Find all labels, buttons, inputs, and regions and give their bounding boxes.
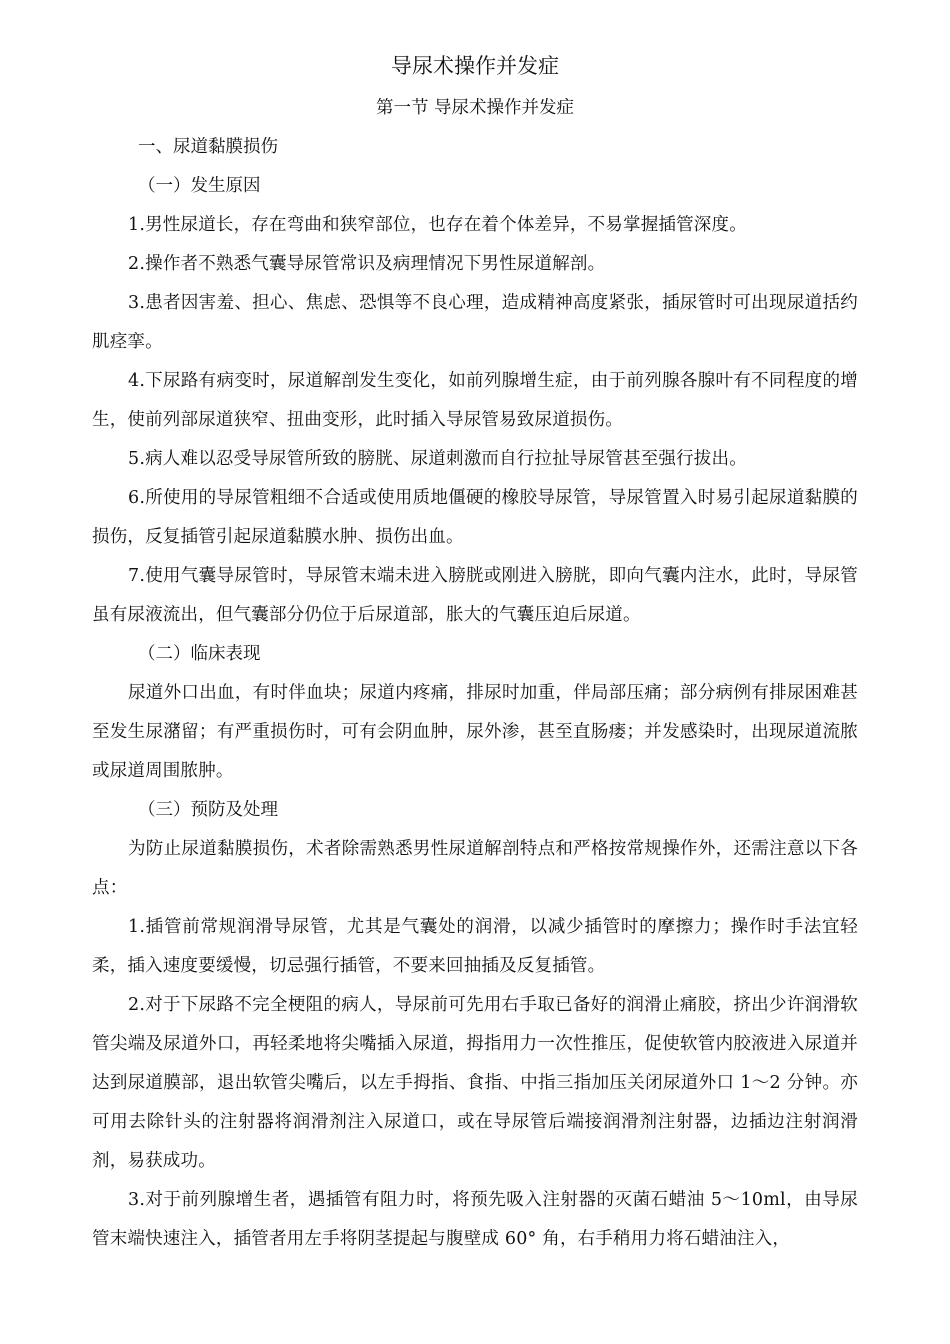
cause-paragraph: 2.操作者不熟悉气囊导尿管常识及病理情况下男性尿道解剖。 bbox=[128, 254, 606, 274]
cause-paragraph: 1.男性尿道长，存在弯曲和狭窄部位，也存在着个体差异，不易掌握插管深度。 bbox=[128, 215, 747, 235]
heading-urethral-injury: 一、尿道黏膜损伤 bbox=[138, 137, 278, 157]
clinical-paragraph: 尿道外口出血，有时伴血块；尿道内疼痛，排尿时加重，伴局部压痛；部分病例有排尿困难甚至发生尿潴留；有严重损伤时，可有会阴血肿，尿外渗，甚至直肠瘘；并发感染时，出现尿道流脓或尿道周围脓肿。 bbox=[92, 683, 858, 781]
subheading-clinical: （二）临床表现 bbox=[138, 644, 261, 664]
prevention-intro: 为防止尿道黏膜损伤，术者除需熟悉男性尿道解剖特点和严格按常规操作外，还需注意以下各点： bbox=[92, 839, 858, 898]
cause-paragraph: 7.使用气囊导尿管时，导尿管末端未进入膀胱或刚进入膀胱，即向气囊内注水，此时，导尿管虽有尿液流出，但气囊部分仍位于后尿道部，胀大的气囊压迫后尿道。 bbox=[92, 566, 858, 625]
document-title: 导尿术操作并发症 bbox=[391, 54, 559, 78]
prevention-paragraph: 1.插管前常规润滑导尿管，尤其是气囊处的润滑，以减少插管时的摩擦力；操作时手法宜轻柔，插入速度要缓慢，切忌强行插管，不要来回抽插及反复插管。 bbox=[92, 917, 858, 976]
subheading-causes: （一）发生原因 bbox=[138, 176, 261, 196]
cause-paragraph: 5.病人难以忍受导尿管所致的膀胱、尿道刺激而自行拉扯导尿管甚至强行拔出。 bbox=[128, 449, 747, 469]
cause-paragraph: 4.下尿路有病变时，尿道解剖发生变化，如前列腺增生症，由于前列腺各腺叶有不同程度的增生，使前列部尿道狭窄、扭曲变形，此时插入导尿管易致尿道损伤。 bbox=[92, 371, 858, 430]
cause-paragraph: 6.所使用的导尿管粗细不合适或使用质地僵硬的橡胶导尿管，导尿管置入时易引起尿道黏膜的损伤，反复插管引起尿道黏膜水肿、损伤出血。 bbox=[92, 488, 858, 547]
prevention-paragraph: 2.对于下尿路不完全梗阻的病人，导尿前可先用右手取已备好的润滑止痛胶，挤出少许润滑软管尖端及尿道外口，再轻柔地将尖嘴插入尿道，拇指用力一次性推压，促使软管内胶液进入尿道并达到尿道膜部，退出软管尖嘴后，以左手拇指、食指、中指三指加压关闭尿道外口 1～2 分钟。亦可用去除针头的注射器将润滑剂注入尿道口，或在导尿管后端接润滑剂注射器，边插边注射润滑剂，易获成功。 bbox=[92, 995, 858, 1171]
prevention-paragraph: 3.对于前列腺增生者，遇插管有阻力时，将预先吸入注射器的灭菌石蜡油 5～10ml，由导尿管末端快速注入，插管者用左手将阴茎提起与腹壁成 60° 角，右手稍用力将石蜡油注入， bbox=[92, 1190, 858, 1249]
section-title: 第一节 导尿术操作并发症 bbox=[375, 98, 575, 118]
subheading-prevention: （三）预防及处理 bbox=[138, 800, 278, 820]
cause-paragraph: 3.患者因害羞、担心、焦虑、恐惧等不良心理，造成精神高度紧张，插尿管时可出现尿道括约肌痉挛。 bbox=[92, 293, 858, 352]
